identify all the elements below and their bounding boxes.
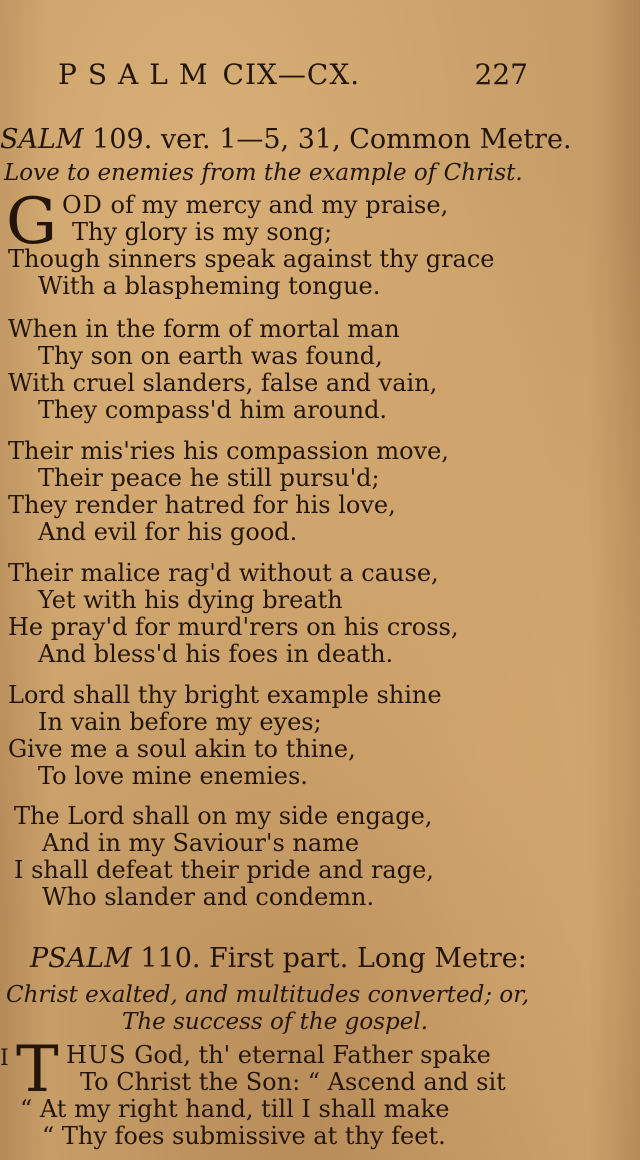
verse-line: And bless'd his foes in death.	[38, 640, 394, 668]
verse-line: HUS God, th' eternal Father spake	[66, 1041, 491, 1069]
running-title: PSALM CIX—CX.	[58, 58, 361, 91]
verse-line: They render hatred for his love,	[8, 491, 396, 519]
verse-line: Their mis'ries his compassion move,	[8, 437, 449, 465]
verse-line: Who slander and condemn.	[42, 883, 375, 911]
verse-line: Give me a soul akin to thine,	[8, 735, 356, 763]
verse-line: Their malice rag'd without a cause,	[8, 559, 439, 587]
page-number: 227	[474, 58, 528, 91]
running-subtitle: CIX—CX.	[222, 58, 361, 91]
verse-line: I shall defeat their pride and rage,	[14, 856, 434, 884]
psalm-theme: Love to enemies from the example of Christ.	[4, 160, 523, 186]
verse-line: He pray'd for murd'rers on his cross,	[8, 613, 459, 641]
verse-line: The Lord shall on my side engage,	[14, 802, 433, 830]
verse-line: And evil for his good.	[38, 518, 298, 546]
verse-line: Lord shall thy bright example shine	[8, 681, 442, 709]
verse-line: “ At my right hand, till I shall make	[20, 1095, 450, 1123]
running-header	[58, 58, 528, 102]
verse-line: Thy glory is my song;	[72, 218, 333, 246]
verse-line: “ Thy foes submissive at thy feet.	[42, 1122, 446, 1150]
psalm-title: PSALM 110. First part. Long Metre:	[30, 943, 527, 974]
verse-line: With cruel slanders, false and vain,	[8, 369, 438, 397]
verse-line: And in my Saviour's name	[42, 829, 360, 857]
verse-line: To love mine enemies.	[38, 762, 308, 790]
verse-line: Yet with his dying breath	[38, 586, 343, 614]
verse-line: To Christ the Son: “ Ascend and sit	[80, 1068, 506, 1096]
verse-line: Thy son on earth was found,	[38, 342, 383, 370]
drop-cap: G	[6, 185, 58, 259]
verse-line: When in the form of mortal man	[8, 315, 400, 343]
verse-line: They compass'd him around.	[38, 396, 388, 424]
psalm-title: SALM 109. ver. 1—5, 31, Common Metre.	[0, 124, 572, 155]
verse-line: With a blaspheming tongue.	[38, 272, 381, 300]
verse-line: Though sinners speak against thy grace	[8, 245, 495, 273]
verse-line: Their peace he still pursu'd;	[38, 464, 380, 492]
psalm-theme: Christ exalted, and multitudes converted; or,	[6, 982, 530, 1008]
verse-line: OD of my mercy and my praise,	[62, 191, 449, 219]
psalm-theme-alt: The success of the gospel.	[122, 1009, 429, 1035]
drop-cap: T	[16, 1033, 59, 1107]
margin-mark: I	[0, 1046, 9, 1071]
verse-line: In vain before my eyes;	[38, 708, 322, 736]
